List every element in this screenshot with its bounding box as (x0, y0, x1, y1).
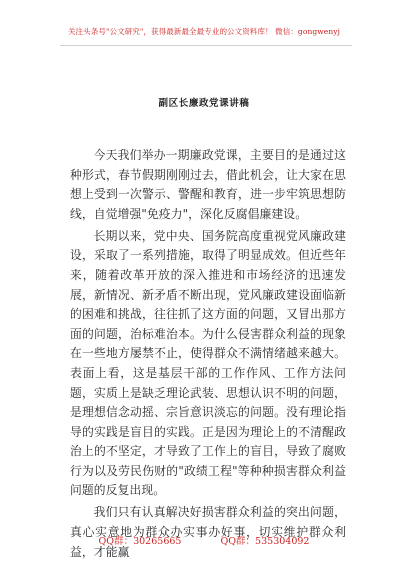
paragraph-2: 长期以来，党中央、国务院高度重视党风廉政建设，采取了一系列措施，取得了明显成效。但近些年来，随着改革开放的深入推进和市场经济的迅速发展，新情况、新矛盾不断出现，党风廉政建设面临新的困难和挑战，往往抓了这方面的问题，又冒出那方面的问题，治标难治本。为什么侵害群众利益的现象在一些地方屡禁不止，使得群众不满情绪越来越大。表面上看，这是基层干部的工作作风、工作方法问题，实质上是缺乏理论武装、思想认识不明的问题，是理想信念动摇、宗旨意识淡忘的问题。没有理论指导的实践是盲目的实践。正是因为理论上的不清醒政治上的不坚定，才导致了工作上的盲目，导致了腐败行为以及劳民伤财的"政绩工程"等种种损害群众利益问题的反复出现。 (70, 228, 346, 498)
document-body (70, 146, 346, 565)
footer-qq-groups (0, 533, 408, 547)
qq-group-2: QQ群：535304092 (220, 536, 310, 547)
paragraph-3: 我们只有认真解决好损害群众利益的突出问题，真心实意地为群众办实事办好事，切实维护群众利益，才能赢 (70, 505, 346, 559)
document-title: 副区长廉政党课讲稿 (158, 98, 250, 109)
header-promo-text: 关注头条号"公文研究"，获得最新最全最专业的公文资料库！ 微信：gongwenyj (67, 27, 341, 36)
qq-group-1: QQ群：30265665 (98, 536, 182, 547)
header-divider (60, 45, 352, 46)
paragraph-1: 今天我们举办一期廉政党课，主要目的是通过这种形式，春节假期刚刚过去，借此机会，让大家在思想上受到一次警示、警醒和教育，进一步牢筑思想防线，自觉增强"免疫力"，深化反腐倡廉建设。 (70, 148, 346, 221)
